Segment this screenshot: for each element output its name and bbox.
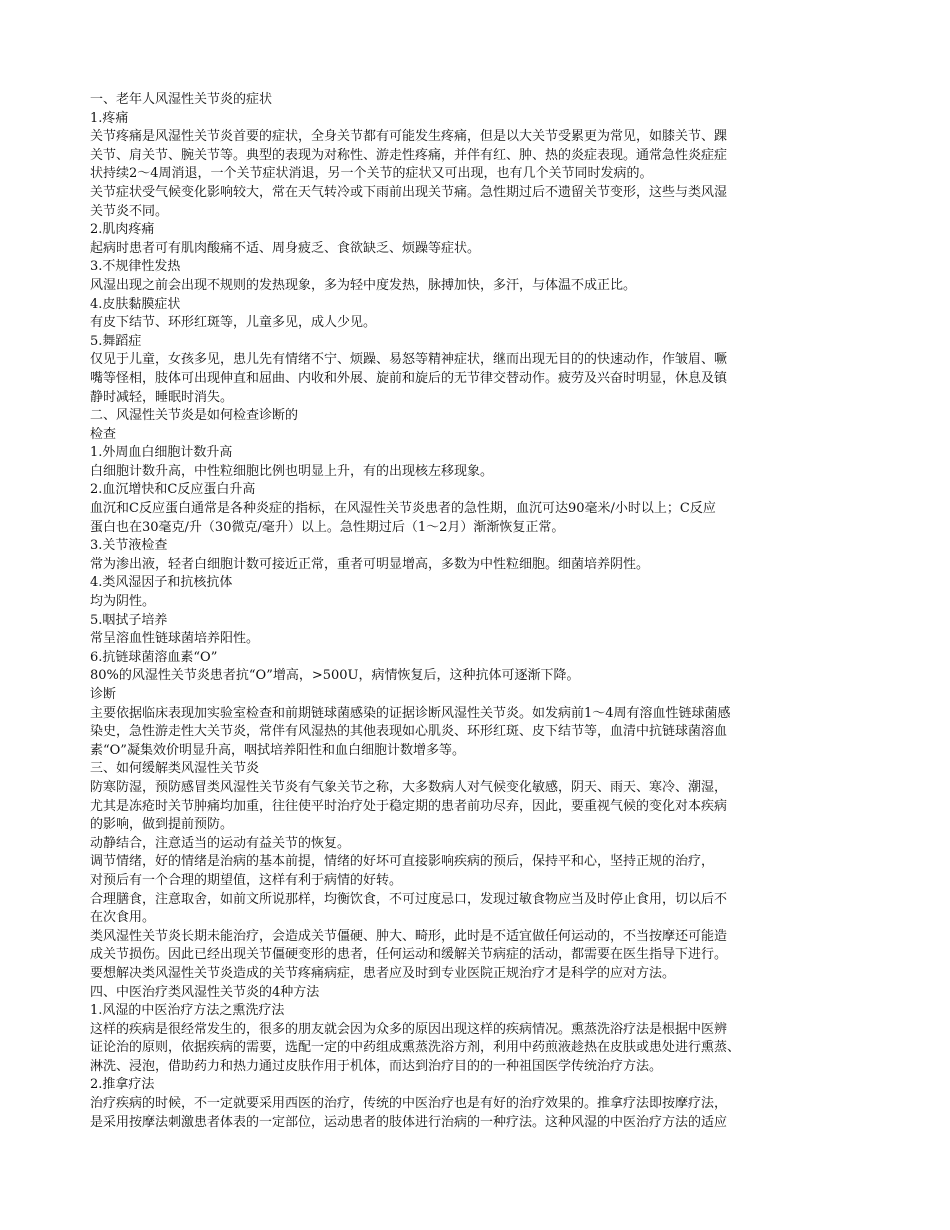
text-line: 起病时患者可有肌肉酸痛不适、周身疲乏、食欲缺乏、烦躁等症状。 (90, 240, 481, 256)
text-line: 主要依据临床表现加实验室检查和前期链球菌感染的证据诊断风湿性关节炎。如发病前1～4周有溶血性链球菌感 (90, 705, 731, 721)
text-line: 5.舞蹈症 (90, 333, 142, 349)
text-line: 这样的疾病是很经常发生的，很多的朋友就会因为众多的原因出现这样的疾病情况。熏蒸洗浴疗法是根据中医辨 (90, 1021, 728, 1037)
text-line: 关节炎不同。 (90, 203, 169, 219)
text-line: 4.类风湿因子和抗核抗体 (90, 575, 233, 591)
text-line: 对预后有一个合理的期望值，这样有利于病情的好转。 (90, 872, 403, 888)
text-line: 素“O”凝集效价明显升高，咽拭培养阳性和血白细胞计数增多等。 (90, 742, 465, 758)
text-line: 成关节损伤。因此已经出现关节僵硬变形的患者，任何运动和缓解关节病症的活动，都需要在医生指导下进行。 (90, 947, 728, 963)
text-line: 1.风湿的中医治疗方法之熏洗疗法 (90, 1003, 285, 1019)
text-line: 静时减轻，睡眠时消失。 (90, 389, 234, 405)
text-line: 6.抗链球菌溶血素“O” (90, 649, 218, 665)
text-line: 治疗疾病的时候，不一定就要采用西医的治疗，传统的中医治疗也是有好的治疗效果的。推拿疗法即按摩疗法， (90, 1096, 728, 1112)
text-line: 80%的风湿性关节炎患者抗“O”增高，>500U，病情恢复后，这种抗体可逐渐下降。 (90, 668, 580, 684)
text-line: 关节症状受气候变化影响较大，常在天气转冷或下雨前出现关节痛。急性期过后不遗留关节变形，这些与类风湿 (90, 184, 728, 200)
text-line: 合理膳食，注意取舍，如前文所说那样，均衡饮食，不可过度忌口，发现过敏食物应当及时停止食用，切以后不 (90, 891, 728, 907)
text-line: 常呈溶血性链球菌培养阳性。 (90, 631, 260, 647)
text-line: 3.不规律性发热 (90, 259, 181, 275)
text-line: 检查 (90, 426, 117, 442)
text-line: 三、如何缓解类风湿性关节炎 (90, 761, 260, 777)
text-line: 证论治的原则，依据疾病的需要，选配一定的中药组成熏蒸洗浴方剂，利用中药煎液趁热在皮肤或患处进行熏蒸、 (90, 1040, 741, 1056)
text-line: 要想解决类风湿性关节炎造成的关节疼痛病症，患者应及时到专业医院正规治疗才是科学的应对方法。 (90, 965, 676, 981)
text-line: 诊断 (90, 687, 117, 702)
text-line: 均为阴性。 (90, 594, 156, 610)
text-line: 5.咽拭子培养 (90, 612, 168, 628)
text-line: 4.皮肤黏膜症状 (90, 296, 181, 312)
text-line: 尤其是冻疮时关节肿痛均加重，往往使平时治疗处于稳定期的患者前功尽弃，因此，要重视气候的变化对本疾病 (90, 798, 728, 814)
text-line: 风湿出现之前会出现不规则的发热现象，多为轻中度发热，脉搏加快，多汗，与体温不成正比。 (90, 277, 637, 293)
text-line: 2.肌肉疼痛 (90, 222, 155, 238)
text-line: 嘴等怪相，肢体可出现伸直和屈曲、内收和外展、旋前和旋后的无节律交替动作。疲劳及兴奋时明显，休息及镇 (90, 370, 728, 386)
text-line: 有皮下结节、环形红斑等，儿童多见，成人少见。 (90, 315, 377, 331)
text-line: 防寒防湿，预防感冒类风湿性关节炎有气象关节之称，大多数病人对气候变化敏感，阴天、雨天、寒冷、潮湿， (90, 779, 728, 795)
document-body (90, 91, 862, 1132)
text-line: 仅见于儿童，女孩多见，患儿先有情绪不宁、烦躁、易怒等精神症状，继而出现无目的的快速动作，作皱眉、噘 (90, 352, 728, 368)
text-line: 是采用按摩法刺激患者体表的一定部位，运动患者的肢体进行治病的一种疗法。这种风湿的中医治疗方法的适应 (90, 1114, 728, 1130)
text-line: 2.推拿疗法 (90, 1077, 155, 1093)
text-line: 淋洗、浸泡，借助药力和热力通过皮肤作用于机体，而达到治疗目的的一种祖国医学传统治疗方法。 (90, 1058, 663, 1074)
text-line: 二、风湿性关节炎是如何检查诊断的 (90, 408, 299, 424)
text-line: 的影响，做到提前预防。 (90, 817, 234, 833)
text-line: 1.疼痛 (90, 110, 129, 126)
text-line: 动静结合，注意适当的运动有益关节的恢复。 (90, 835, 351, 851)
text-line: 关节、肩关节、腕关节等。典型的表现为对称性、游走性疼痛，并伴有红、肿、热的炎症表现。通常急性炎症症 (90, 147, 728, 163)
text-line: 1.外周血白细胞计数升高 (90, 445, 233, 461)
text-line: 2.血沉增快和C反应蛋白升高 (90, 482, 256, 498)
text-line: 四、中医治疗类风湿性关节炎的4种方法 (90, 984, 320, 1000)
text-line: 调节情绪，好的情绪是治病的基本前提，情绪的好坏可直接影响疾病的预后，保持平和心，坚持正规的治疗， (90, 854, 715, 870)
text-line: 蛋白也在30毫克/升（30微克/毫升）以上。急性期过后（1～2月）渐渐恢复正常。 (90, 519, 565, 535)
text-line: 类风湿性关节炎长期未能治疗，会造成关节僵硬、肿大、畸形，此时是不适宜做任何运动的，不当按摩还可能造 (90, 928, 728, 944)
text-line: 白细胞计数升高，中性粒细胞比例也明显上升，有的出现核左移现象。 (90, 463, 494, 479)
text-line: 血沉和C反应蛋白通常是各种炎症的指标，在风湿性关节炎患者的急性期，血沉可达90毫米/小时以上；C反应 (90, 501, 716, 517)
text-line: 常为渗出液，轻者白细胞计数可接近正常，重者可明显增高，多数为中性粒细胞。细菌培养阴性。 (90, 556, 650, 572)
text-line: 3.关节液检查 (90, 538, 168, 554)
text-line: 在次食用。 (90, 910, 156, 926)
text-line: 关节疼痛是风湿性关节炎首要的症状，全身关节都有可能发生疼痛，但是以大关节受累更为常见，如膝关节、踝 (90, 129, 728, 145)
text-line: 状持续2～4周消退，一个关节症状消退，另一个关节的症状又可出现，也有几个关节同时发病的。 (90, 166, 653, 182)
text-line: 染史，急性游走性大关节炎，常伴有风湿热的其他表现如心肌炎、环形红斑、皮下结节等，血清中抗链球菌溶血 (90, 724, 728, 740)
text-line: 一、老年人风湿性关节炎的症状 (90, 92, 273, 107)
